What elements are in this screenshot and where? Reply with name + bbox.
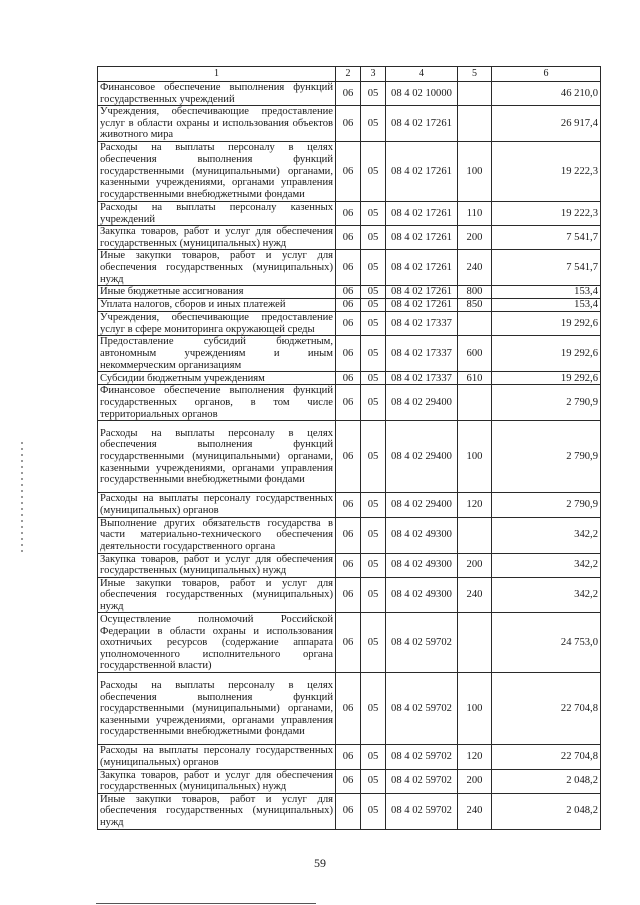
column-header: 2: [336, 67, 361, 82]
row-target-article-cell: 08 4 02 17261: [386, 201, 458, 225]
row-amount-cell: 2 790,9: [492, 493, 601, 517]
row-expense-type-cell: 100: [458, 673, 492, 745]
row-amount-cell: 7 541,7: [492, 250, 601, 286]
row-subsection-cell: 05: [361, 517, 386, 553]
row-section-cell: 06: [336, 250, 361, 286]
row-amount-cell: 19 292,6: [492, 336, 601, 372]
row-expense-type-cell: 600: [458, 336, 492, 372]
row-expense-type-cell: 610: [458, 372, 492, 385]
row-subsection-cell: 05: [361, 286, 386, 299]
row-expense-type-cell: 240: [458, 577, 492, 613]
row-target-article-cell: 08 4 02 17261: [386, 250, 458, 286]
row-amount-cell: 19 222,3: [492, 201, 601, 225]
row-expense-type-cell: 100: [458, 421, 492, 493]
table-row: [98, 226, 601, 250]
row-amount-cell: 342,2: [492, 517, 601, 553]
row-subsection-cell: 05: [361, 793, 386, 829]
row-amount-cell: 22 704,8: [492, 745, 601, 769]
row-target-article-cell: 08 4 02 59702: [386, 613, 458, 673]
row-section-cell: 06: [336, 493, 361, 517]
row-target-article-cell: 08 4 02 17261: [386, 226, 458, 250]
table-row: [98, 286, 601, 299]
row-name-cell: Иные закупки товаров, работ и услуг для обеспечения государственных (муниципальных) нужд: [98, 577, 336, 613]
table-row: [98, 201, 601, 225]
row-subsection-cell: 05: [361, 312, 386, 336]
row-section-cell: 06: [336, 517, 361, 553]
table-row: [98, 517, 601, 553]
row-expense-type-cell: [458, 106, 492, 142]
table-row: [98, 385, 601, 421]
row-target-article-cell: 08 4 02 29400: [386, 385, 458, 421]
table-row: [98, 745, 601, 769]
row-section-cell: 06: [336, 336, 361, 372]
row-name-cell: Иные закупки товаров, работ и услуг для обеспечения государственных (муниципальных) нужд: [98, 793, 336, 829]
row-amount-cell: 22 704,8: [492, 673, 601, 745]
row-name-cell: Расходы на выплаты персоналу в целях обеспечения выполнения функций государственными (муниципальными) органами, казенными учреждениями, органами управления государственными внебюджетными фондами: [98, 141, 336, 201]
row-section-cell: 06: [336, 286, 361, 299]
row-subsection-cell: 05: [361, 201, 386, 225]
row-target-article-cell: 08 4 02 59702: [386, 745, 458, 769]
row-subsection-cell: 05: [361, 745, 386, 769]
page-number: 59: [314, 856, 326, 870]
row-target-article-cell: 08 4 02 49300: [386, 517, 458, 553]
row-target-article-cell: 08 4 02 17261: [386, 299, 458, 312]
row-expense-type-cell: 120: [458, 745, 492, 769]
row-section-cell: 06: [336, 745, 361, 769]
column-header: 5: [458, 67, 492, 82]
row-subsection-cell: 05: [361, 336, 386, 372]
row-target-article-cell: 08 4 02 17261: [386, 286, 458, 299]
row-name-cell: Субсидии бюджетным учреждениям: [98, 372, 336, 385]
row-subsection-cell: 05: [361, 673, 386, 745]
row-expense-type-cell: 100: [458, 141, 492, 201]
row-name-cell: Расходы на выплаты персоналу в целях обеспечения выполнения функций государственными (муниципальными) органами, казенными учреждениями, органами управления государственными внебюджетными фондами: [98, 673, 336, 745]
row-target-article-cell: 08 4 02 17337: [386, 336, 458, 372]
row-name-cell: Учреждения, обеспечивающие предоставление услуг в области охраны и использования объектов животного мира: [98, 106, 336, 142]
table-header-row: [98, 67, 601, 82]
table-row: [98, 421, 601, 493]
row-subsection-cell: 05: [361, 613, 386, 673]
row-section-cell: 06: [336, 613, 361, 673]
row-subsection-cell: 05: [361, 82, 386, 106]
row-target-article-cell: 08 4 02 49300: [386, 553, 458, 577]
row-expense-type-cell: 200: [458, 769, 492, 793]
row-amount-cell: 2 048,2: [492, 793, 601, 829]
row-amount-cell: 342,2: [492, 553, 601, 577]
table-row: [98, 613, 601, 673]
row-subsection-cell: 05: [361, 226, 386, 250]
table-row: [98, 577, 601, 613]
row-amount-cell: 19 222,3: [492, 141, 601, 201]
table-row: [98, 793, 601, 829]
row-subsection-cell: 05: [361, 577, 386, 613]
footer-rule: [96, 903, 316, 904]
row-name-cell: Осуществление полномочий Российской Федерации в области охраны и использования охотничьих ресурсов (содержание аппарата уполномоченного исполнительного органа государственной власти): [98, 613, 336, 673]
row-amount-cell: 46 210,0: [492, 82, 601, 106]
row-amount-cell: 26 917,4: [492, 106, 601, 142]
table-row: [98, 553, 601, 577]
table-row: [98, 312, 601, 336]
row-subsection-cell: 05: [361, 372, 386, 385]
budget-table: [97, 66, 601, 830]
column-header: 1: [98, 67, 336, 82]
row-expense-type-cell: [458, 613, 492, 673]
table-row: [98, 769, 601, 793]
row-section-cell: 06: [336, 769, 361, 793]
row-amount-cell: 342,2: [492, 577, 601, 613]
row-name-cell: Учреждения, обеспечивающие предоставление услуг в сфере мониторинга окружающей среды: [98, 312, 336, 336]
table-row: [98, 372, 601, 385]
table-row: [98, 250, 601, 286]
row-name-cell: Расходы на выплаты персоналу в целях обеспечения выполнения функций государственными (муниципальными) органами, казенными учреждениями, органами управления государственными внебюджетными фондами: [98, 421, 336, 493]
row-subsection-cell: 05: [361, 385, 386, 421]
row-section-cell: 06: [336, 141, 361, 201]
row-expense-type-cell: 200: [458, 553, 492, 577]
row-name-cell: Расходы на выплаты персоналу государственных (муниципальных) органов: [98, 493, 336, 517]
row-amount-cell: 7 541,7: [492, 226, 601, 250]
table-row: [98, 82, 601, 106]
row-target-article-cell: 08 4 02 29400: [386, 493, 458, 517]
row-name-cell: Иные закупки товаров, работ и услуг для обеспечения государственных (муниципальных) нужд: [98, 250, 336, 286]
row-amount-cell: 24 753,0: [492, 613, 601, 673]
row-section-cell: 06: [336, 82, 361, 106]
row-subsection-cell: 05: [361, 299, 386, 312]
row-expense-type-cell: 240: [458, 793, 492, 829]
row-target-article-cell: 08 4 02 59702: [386, 793, 458, 829]
row-expense-type-cell: [458, 312, 492, 336]
row-name-cell: Финансовое обеспечение выполнения функций государственных органов, в том числе территориальных органов: [98, 385, 336, 421]
row-name-cell: Иные бюджетные ассигнования: [98, 286, 336, 299]
row-expense-type-cell: [458, 517, 492, 553]
column-header: 4: [386, 67, 458, 82]
row-subsection-cell: 05: [361, 141, 386, 201]
table-row: [98, 336, 601, 372]
margin-dotted-line: [21, 442, 23, 554]
table-row: [98, 299, 601, 312]
row-target-article-cell: 08 4 02 59702: [386, 769, 458, 793]
row-target-article-cell: 08 4 02 49300: [386, 577, 458, 613]
row-expense-type-cell: 200: [458, 226, 492, 250]
row-name-cell: Закупка товаров, работ и услуг для обеспечения государственных (муниципальных) нужд: [98, 553, 336, 577]
row-section-cell: 06: [336, 201, 361, 225]
row-amount-cell: 19 292,6: [492, 312, 601, 336]
row-target-article-cell: 08 4 02 17261: [386, 141, 458, 201]
row-subsection-cell: 05: [361, 769, 386, 793]
row-name-cell: Выполнение других обязательств государства в части материально-технического обеспечения деятельности государственного органа: [98, 517, 336, 553]
table-row: [98, 493, 601, 517]
row-subsection-cell: 05: [361, 553, 386, 577]
row-section-cell: 06: [336, 299, 361, 312]
row-subsection-cell: 05: [361, 106, 386, 142]
row-amount-cell: 153,4: [492, 299, 601, 312]
row-target-article-cell: 08 4 02 59702: [386, 673, 458, 745]
row-expense-type-cell: 110: [458, 201, 492, 225]
row-section-cell: 06: [336, 226, 361, 250]
row-subsection-cell: 05: [361, 493, 386, 517]
table-body: [98, 82, 601, 830]
row-target-article-cell: 08 4 02 17261: [386, 106, 458, 142]
row-name-cell: Финансовое обеспечение выполнения функций государственных учреждений: [98, 82, 336, 106]
row-section-cell: 06: [336, 577, 361, 613]
row-amount-cell: 153,4: [492, 286, 601, 299]
row-section-cell: 06: [336, 385, 361, 421]
row-target-article-cell: 08 4 02 29400: [386, 421, 458, 493]
row-subsection-cell: 05: [361, 250, 386, 286]
column-header: 6: [492, 67, 601, 82]
row-expense-type-cell: 800: [458, 286, 492, 299]
row-amount-cell: 19 292,6: [492, 372, 601, 385]
table-row: [98, 673, 601, 745]
row-name-cell: Расходы на выплаты персоналу государственных (муниципальных) органов: [98, 745, 336, 769]
row-section-cell: 06: [336, 673, 361, 745]
row-section-cell: 06: [336, 421, 361, 493]
row-amount-cell: 2 048,2: [492, 769, 601, 793]
row-expense-type-cell: 120: [458, 493, 492, 517]
table-row: [98, 106, 601, 142]
row-expense-type-cell: 240: [458, 250, 492, 286]
row-name-cell: Уплата налогов, сборов и иных платежей: [98, 299, 336, 312]
row-target-article-cell: 08 4 02 17337: [386, 372, 458, 385]
table-row: [98, 141, 601, 201]
row-section-cell: 06: [336, 553, 361, 577]
row-amount-cell: 2 790,9: [492, 421, 601, 493]
row-section-cell: 06: [336, 312, 361, 336]
row-expense-type-cell: [458, 82, 492, 106]
row-name-cell: Закупка товаров, работ и услуг для обеспечения государственных (муниципальных) нужд: [98, 769, 336, 793]
row-section-cell: 06: [336, 106, 361, 142]
row-expense-type-cell: [458, 385, 492, 421]
row-expense-type-cell: 850: [458, 299, 492, 312]
row-name-cell: Расходы на выплаты персоналу казенных учреждений: [98, 201, 336, 225]
row-target-article-cell: 08 4 02 17337: [386, 312, 458, 336]
row-section-cell: 06: [336, 793, 361, 829]
row-target-article-cell: 08 4 02 10000: [386, 82, 458, 106]
row-name-cell: Закупка товаров, работ и услуг для обеспечения государственных (муниципальных) нужд: [98, 226, 336, 250]
row-subsection-cell: 05: [361, 421, 386, 493]
row-amount-cell: 2 790,9: [492, 385, 601, 421]
row-section-cell: 06: [336, 372, 361, 385]
column-header: 3: [361, 67, 386, 82]
row-name-cell: Предоставление субсидий бюджетным, автономным учреждениям и иным некоммерческим организациям: [98, 336, 336, 372]
